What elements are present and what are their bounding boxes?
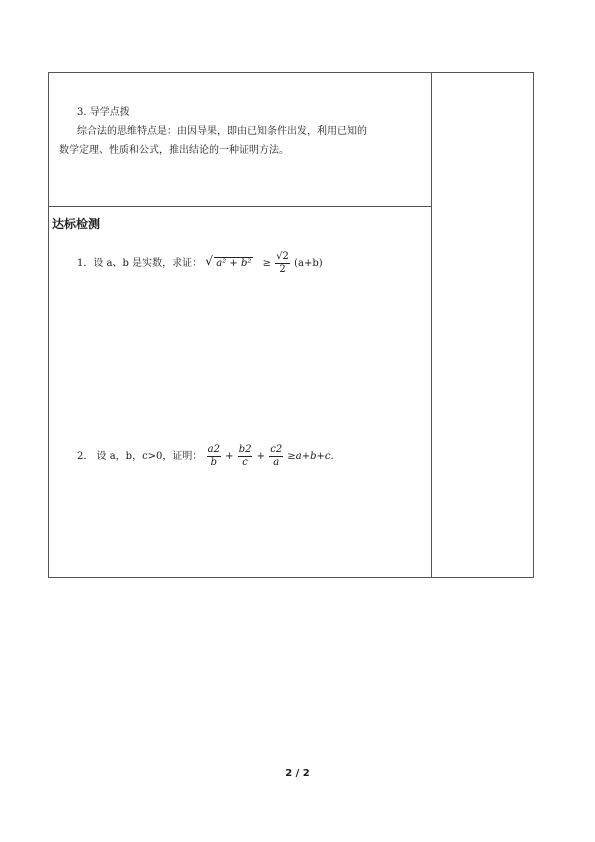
fraction-denominator: 2 — [279, 264, 286, 275]
question-2 — [77, 444, 334, 469]
fraction-numerator: c2 — [270, 444, 283, 455]
sqrt-expression — [205, 254, 253, 270]
question-1 — [77, 251, 323, 276]
sqrt-body: a² + b² — [216, 258, 252, 269]
radical-sign: √ — [205, 254, 213, 268]
row-divider — [49, 206, 431, 207]
section-3-line-2: 数学定理、性质和公式，推出结论的一种证明方法。 — [59, 145, 289, 156]
fraction-denominator: a — [273, 457, 280, 468]
plus-sign: + — [225, 451, 234, 462]
fraction-b2-over-c — [238, 444, 253, 469]
question-2-suffix: ≥a+b+c. — [287, 451, 334, 462]
plus-sign: + — [256, 451, 266, 462]
fraction-a2-over-b — [207, 444, 221, 469]
fraction-denominator: c — [242, 457, 248, 468]
lesson-table — [48, 72, 534, 578]
fraction-numerator: a2 — [207, 444, 220, 455]
section-3-title: 3. 导学点拨 — [77, 107, 130, 118]
question-1-suffix: (a+b) — [294, 258, 323, 269]
fraction-sqrt2-over-2 — [275, 251, 290, 276]
section-3-line-1: 综合法的思维特点是：由因导果，即由已知条件出发，利用已知的 — [77, 126, 367, 137]
fraction-c2-over-a — [269, 444, 283, 469]
fraction-numerator: √2 — [276, 251, 289, 262]
question-1-prefix: 1．设 a、b 是实数，求证： — [77, 258, 203, 269]
geq-sign: ≥ — [262, 258, 271, 269]
page-number: 2 / 2 — [285, 768, 310, 779]
fraction-numerator: b2 — [238, 444, 252, 455]
section-heading-check: 达标检测 — [52, 217, 101, 231]
fraction-denominator: b — [210, 457, 217, 468]
column-divider — [431, 73, 432, 577]
question-2-prefix: 2． 设 a，b，c>0，证明： — [77, 451, 203, 462]
